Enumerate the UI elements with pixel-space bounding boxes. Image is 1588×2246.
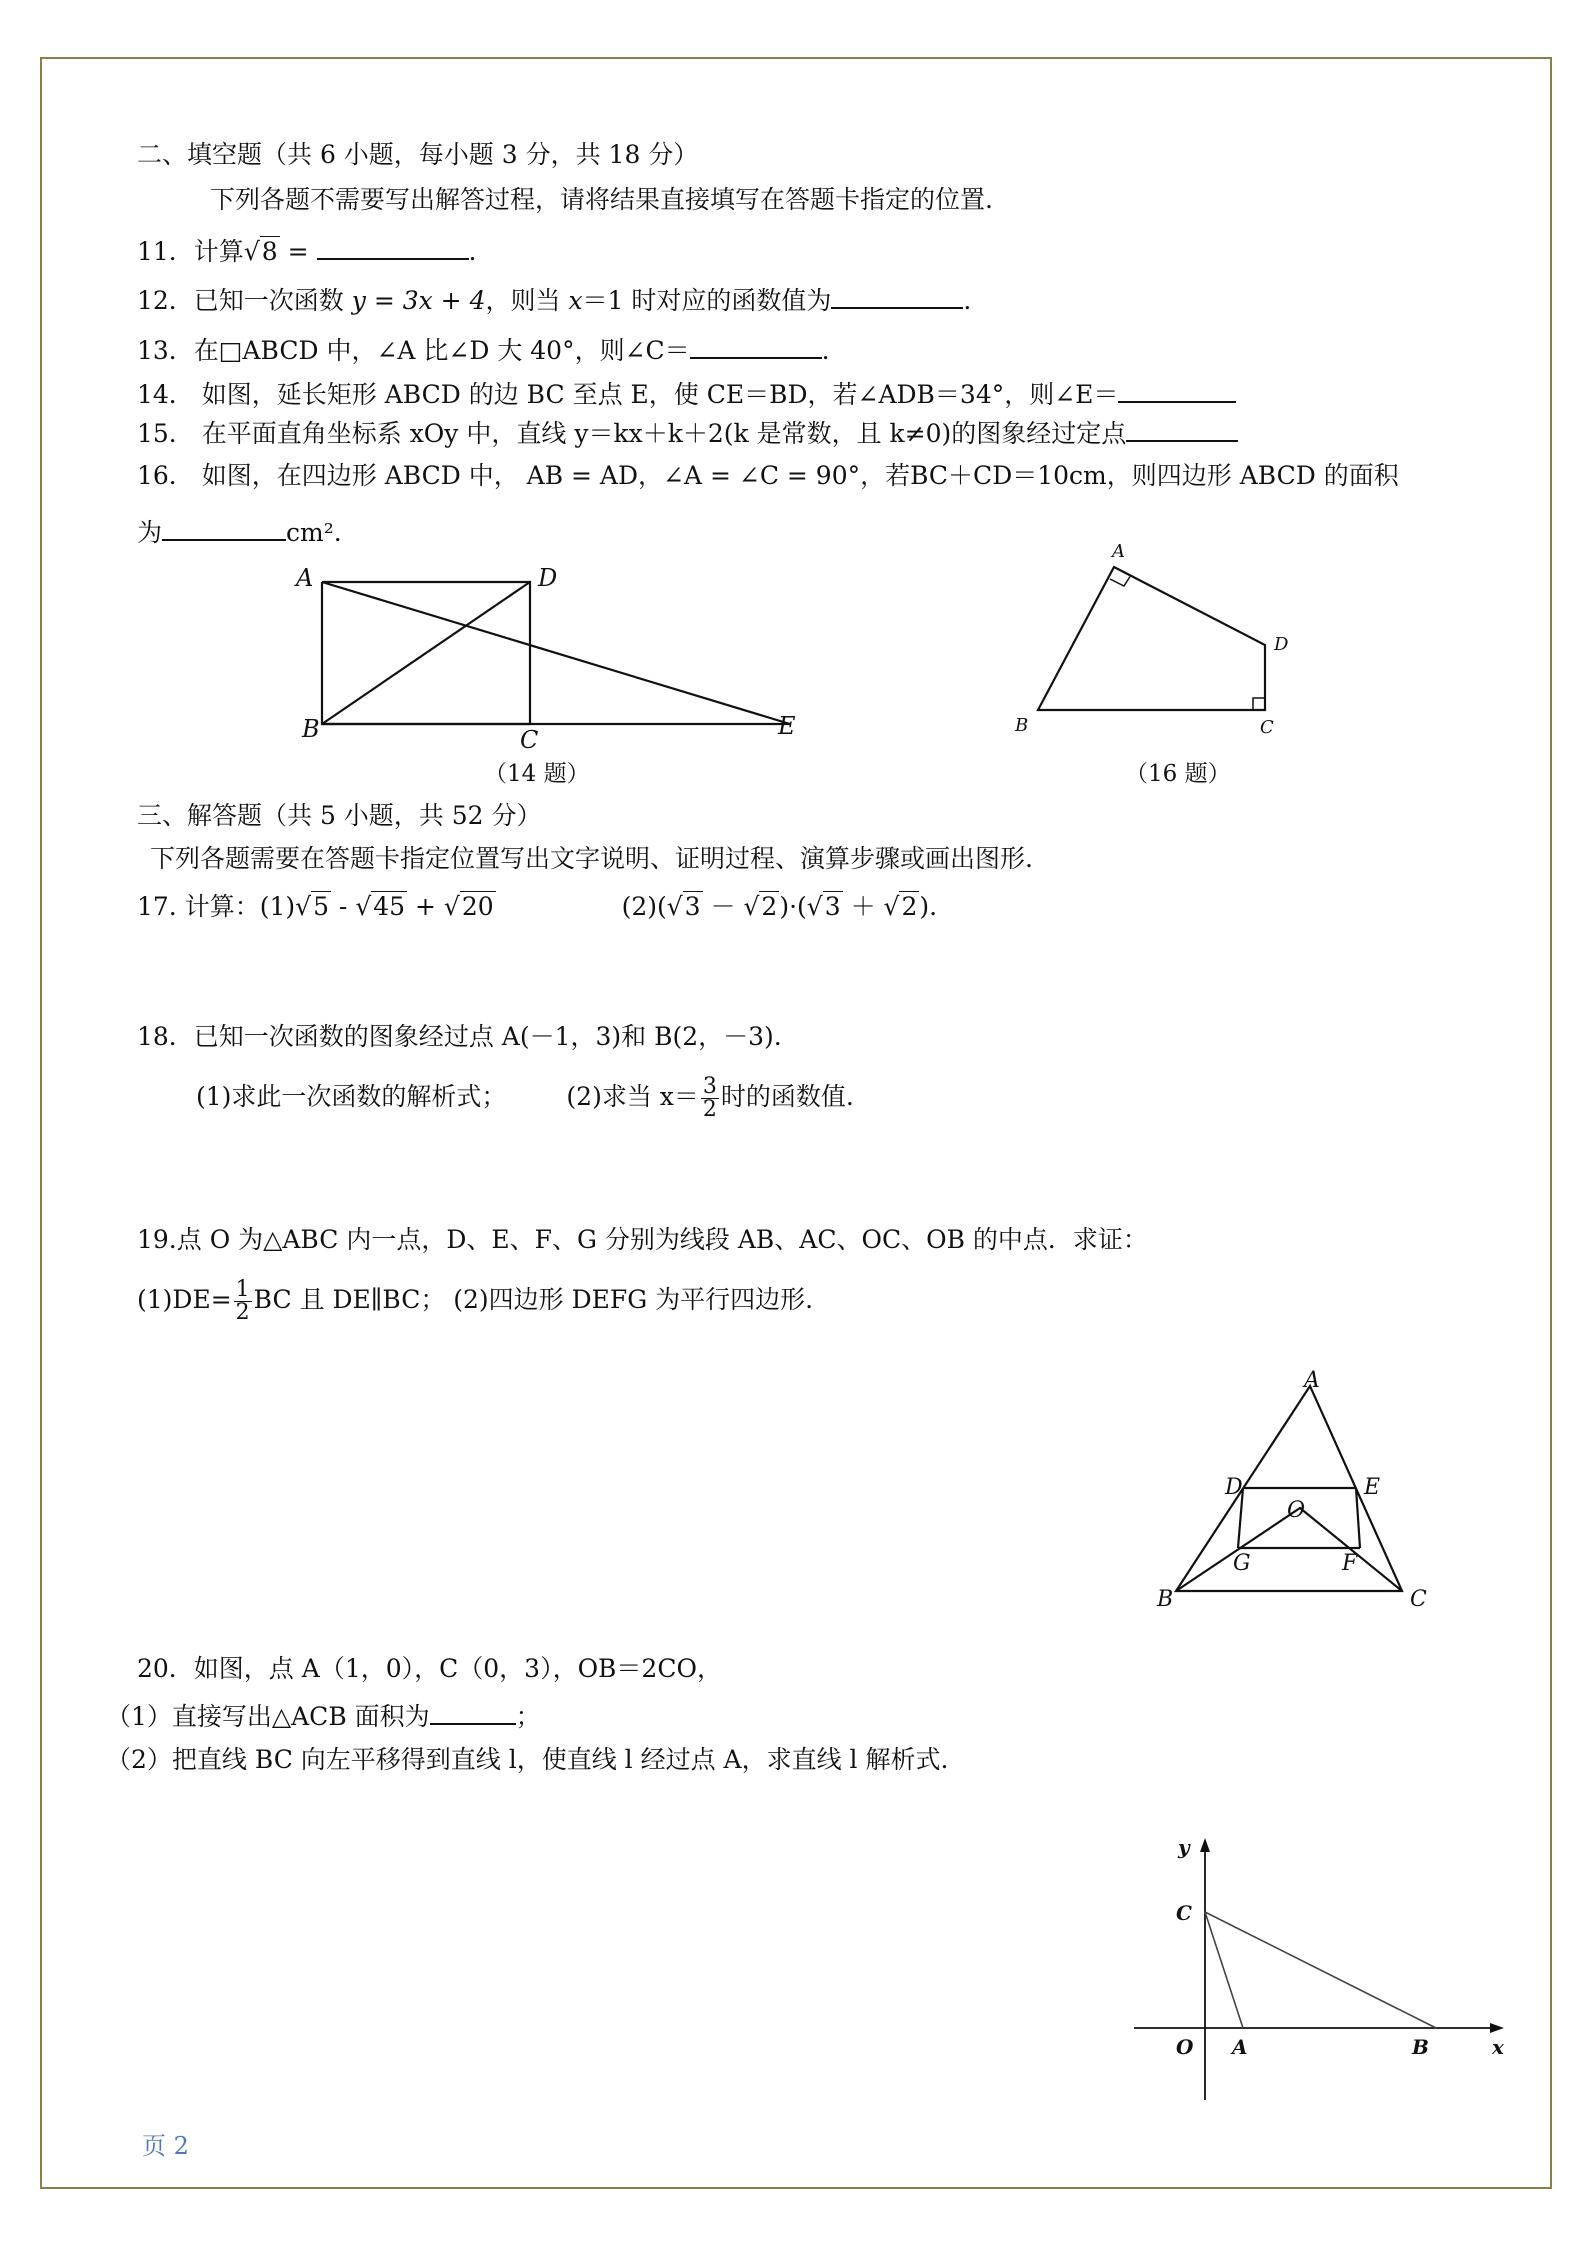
fig14-label-D: D (538, 564, 558, 592)
question-20: 20．如图，点 A（1，0），C（0，3），OB＝2CO， (137, 1654, 722, 1683)
question-16: 16． 如图，在四边形 ABCD 中， AB = AD，∠A = ∠C = 90°，若BC＋CD＝10cm，则四边形 ABCD 的面积 (137, 461, 1399, 490)
section2-instruction: 下列各题不需要写出解答过程，请将结果直接填写在答题卡指定的位置. (210, 185, 993, 214)
fig20-label-O: O (1176, 2035, 1194, 2059)
fig20-label-y: y (1178, 1835, 1190, 1859)
fig16-label-B: B (1015, 715, 1029, 735)
question-18: 18．已知一次函数的图象经过点 A(－1，3)和 B(2，－3). (137, 1022, 782, 1051)
question-13: 13．在□ABCD 中，∠A 比∠D 大 40°，则∠C＝ . (137, 331, 830, 368)
fig19-label-O: O (1287, 1498, 1306, 1523)
question-12: 12．已知一次函数 y = 3x + 4，则当 x＝1 时对应的函数值为 . (137, 281, 971, 318)
figure-19 (1150, 1370, 1450, 1615)
fig16-label-D: D (1274, 634, 1289, 655)
fig14-label-A: A (296, 564, 314, 592)
question-19: 19.点 O 为△ABC 内一点，D、E、F、G 分别为线段 AB、AC、OC、OB 的中点．求证： (137, 1225, 1148, 1254)
fig19-label-G: G (1233, 1551, 1251, 1576)
question-18-parts: (1)求此一次函数的解析式； (2)求当 x＝ $\frac{3}{2}$ 时的函数值. (196, 1074, 854, 1122)
fig19-label-E: E (1364, 1475, 1381, 1500)
fig20-label-B: B (1412, 2035, 1429, 2059)
fraction-3-2: $\frac{3}{2}$ (702, 1074, 717, 1122)
fig19-label-C: C (1410, 1587, 1427, 1612)
fraction-1-2: $\frac{1}{2}$ (235, 1277, 250, 1325)
page-number: 页 2 (142, 2132, 189, 2160)
question-20-part2: （2）把直线 BC 向左平移得到直线 l，使直线 l 经过点 A，求直线 l 解析式. (106, 1745, 949, 1774)
question-15: 15． 在平面直角坐标系 xOy 中，直线 y＝kx＋k＋2(k 是常数，且 k≠0)的图象经过定点 (137, 414, 1238, 451)
question-14: 14． 如图，延长矩形 ABCD 的边 BC 至点 E，使 CE＝BD，若∠ADB＝34°，则∠E＝ (137, 375, 1236, 412)
question-17: 17. 计算：(1)√5 - √45 + √20 (2)(√3 － √2)·(√3 ＋ √2). (137, 892, 938, 921)
fig19-label-D: D (1225, 1475, 1243, 1500)
fig14-label-B: B (302, 715, 320, 743)
figure-16 (1010, 535, 1310, 735)
section3-instruction: 下列各题需要在答题卡指定位置写出文字说明、证明过程、演算步骤或画出图形. (150, 844, 1033, 873)
answer-blank-14 (1118, 375, 1236, 403)
section3-title: 三、解答题（共 5 小题，共 52 分） (137, 801, 542, 830)
fig14-caption: （14 题） (484, 761, 590, 787)
fig20-label-A: A (1232, 2035, 1248, 2059)
answer-blank-15 (1126, 414, 1238, 442)
question-16-line2: 为 cm². (137, 513, 342, 550)
section2-title: 二、填空题（共 6 小题，每小题 3 分，共 18 分） (137, 140, 699, 169)
answer-blank-20 (430, 1697, 516, 1725)
figure-14 (290, 560, 810, 760)
question-11: 11．计算√8 = . (137, 232, 476, 269)
answer-blank-16 (162, 513, 286, 541)
question-19-parts: (1)DE= $\frac{1}{2}$ BC 且 DE∥BC； (2)四边形 DEFG 为平行四边形. (137, 1277, 814, 1325)
answer-blank-11 (317, 232, 469, 260)
fig16-caption: （16 题） (1125, 761, 1231, 787)
fig20-label-C: C (1176, 1901, 1192, 1925)
fig16-label-C: C (1260, 717, 1274, 735)
fig14-label-C: C (520, 726, 539, 754)
fig19-label-A: A (1304, 1370, 1320, 1393)
fig16-label-A: A (1112, 541, 1125, 562)
sqrt-symbol: √8 (243, 237, 278, 266)
fig14-label-E: E (778, 712, 796, 740)
answer-blank-13 (690, 331, 822, 359)
figure-20 (1120, 1830, 1510, 2110)
answer-blank-12 (831, 281, 963, 309)
fig19-label-F: F (1342, 1551, 1358, 1576)
fig19-label-B: B (1157, 1587, 1174, 1612)
question-20-part1: （1）直接写出△ACB 面积为 ； (106, 1697, 541, 1734)
fig20-label-x: x (1492, 2035, 1504, 2059)
